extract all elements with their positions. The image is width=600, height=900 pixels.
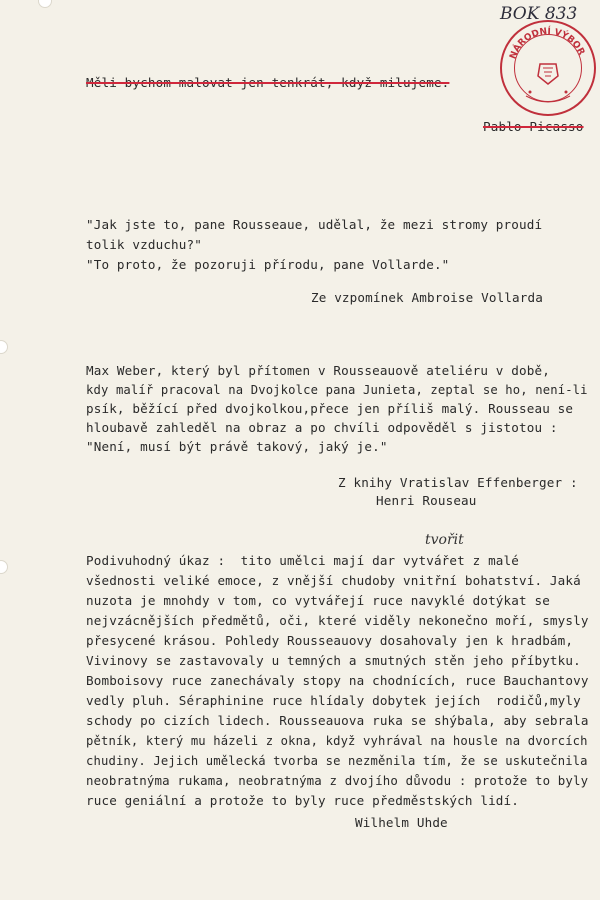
section1-source: Ze vzpomínek Ambroise Vollarda <box>311 290 543 305</box>
section3-author: Wilhelm Uhde <box>355 815 448 830</box>
archive-mark: BOK 833 <box>500 4 578 24</box>
section3-line: přesycené krásou. Pohledy Rousseauovy dosahovaly jen k hradbám, <box>86 633 574 648</box>
section3-line: Bomboisovy ruce zanechávaly stopy na chodnících, ruce Bauchantovy <box>86 673 589 688</box>
section3-line: všednosti veliké emoce, z vnější chudoby vnitřní bohatství. Jaká <box>86 573 581 588</box>
section2-source-line2: Henri Rouseau <box>376 493 477 508</box>
section3-line: pětník, který mu házeli z okna, když vyhrával na housle na dvorcích <box>86 734 588 748</box>
section3-line: Podivuhodný úkaz : tito umělci mají dar vytvářet z malé <box>86 553 519 568</box>
section2-source-line1: Z knihy Vratislav Effenberger : <box>338 475 578 490</box>
punch-hole-bottom <box>0 560 8 574</box>
official-stamp <box>500 20 596 116</box>
section2-line: kdy malíř pracoval na Dvojkolce pana Junieta, zeptal se ho, není-li <box>86 383 588 397</box>
punch-hole-corner <box>38 0 52 8</box>
section3-line: nejvzácnějších předmětů, oči, které viděly nekonečno moří, smysly <box>86 613 589 628</box>
svg-text:NÁRODNÍ VÝBOR: NÁRODNÍ VÝBOR <box>508 26 587 61</box>
header-author: Pablo Picasso <box>483 119 584 134</box>
section3-line: ruce geniální a protože to byly ruce předměstských lidí. <box>86 793 519 808</box>
section3-line: neobratnýma rukama, neobratnýma z dvojího důvodu : protože to byly <box>86 773 589 788</box>
stamp-inner-ring <box>514 34 582 102</box>
section3-line: vedly pluh. Séraphinine ruce hlídaly dobytek jejích rodičů,myly <box>86 693 581 708</box>
section3-line: Vivinovy se zastavovaly u temných a smutných stěn jeho příbytku. <box>86 653 581 668</box>
section1-line: "Jak jste to, pane Rousseaue, udělal, že mezi stromy proudí <box>86 217 543 232</box>
section1-line: tolik vzduchu?" <box>86 237 202 252</box>
section3-line: nuzota je mnohdy v tom, co vytvářejí ruce navyklé dotýkat se <box>86 593 550 608</box>
section2-line: psík, běžící před dvojkolkou,přece jen příliš malý. Rousseau se <box>86 401 574 416</box>
section3-line: schody po cizích lidech. Rousseauova ruka se shýbala, aby sebrala <box>86 713 589 728</box>
handwritten-insert: tvořit <box>425 532 464 548</box>
punch-hole-top <box>0 340 8 354</box>
section3-line: chudiny. Jejich umělecká tvorba se nezměnila tím, že se uskutečnila <box>86 754 588 768</box>
section1-line: "To proto, že pozoruji přírodu, pane Vollarde." <box>86 257 450 272</box>
section2-line: Max Weber, který byl přítomen v Rousseauově ateliéru v době, <box>86 363 550 378</box>
header-quote: Měli bychom malovat jen tenkrát, když milujeme. <box>86 75 450 90</box>
section2-line: hloubavě zahleděl na obraz a po chvíli odpověděl s jistotou : <box>86 420 558 435</box>
section2-line: "Není, musí být právě takový, jaký je." <box>86 439 388 454</box>
